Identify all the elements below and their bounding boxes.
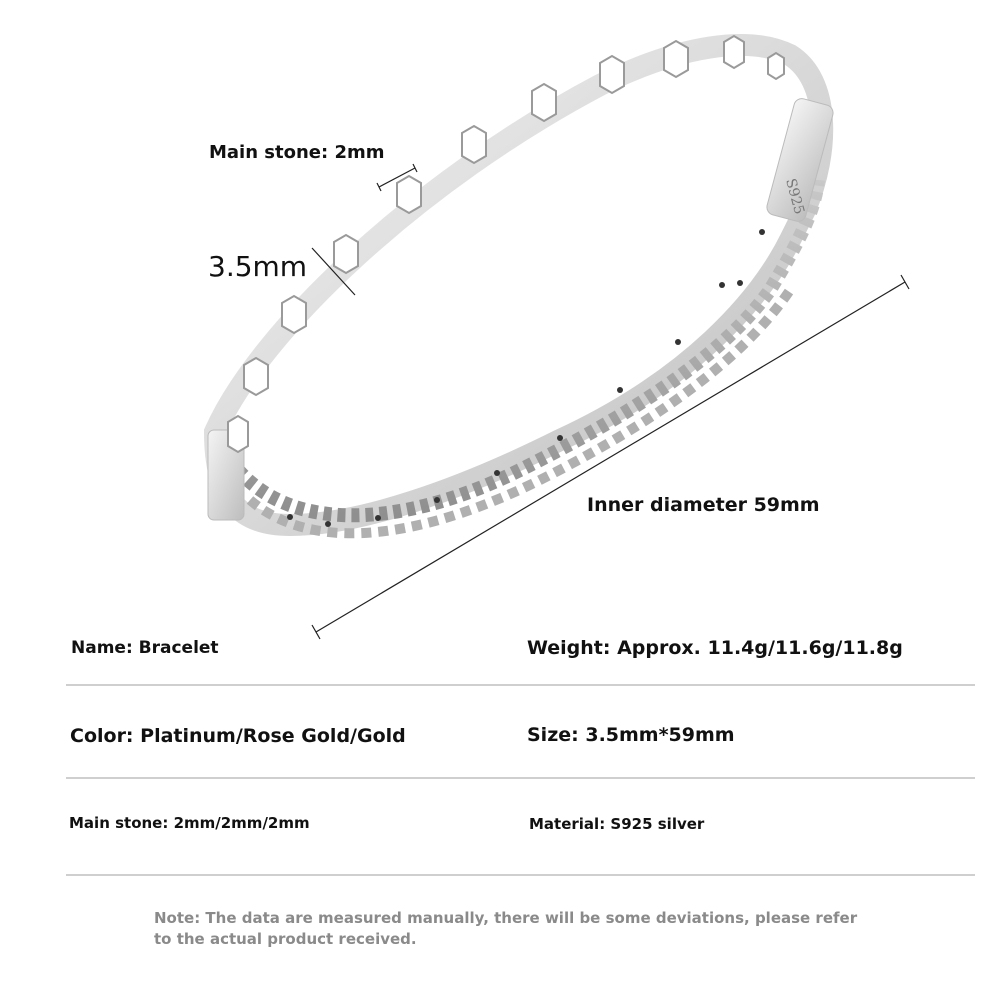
stone bbox=[724, 36, 744, 68]
spec-color: Color: Platinum/Rose Gold/Gold bbox=[70, 725, 406, 747]
stone bbox=[462, 126, 486, 163]
diameter-dimension-line bbox=[316, 282, 905, 632]
bracelet-band bbox=[208, 45, 835, 533]
spec-main-stone: Main stone: 2mm/2mm/2mm bbox=[69, 814, 310, 832]
stone bbox=[768, 53, 784, 79]
stone bbox=[228, 416, 248, 452]
bracelet-stones bbox=[228, 36, 784, 452]
main-stone-callout: Main stone: 2mm bbox=[209, 142, 385, 163]
engraving-text: S925 bbox=[782, 176, 807, 217]
spec-material: Material: S925 silver bbox=[529, 815, 705, 833]
spec-size: Size: 3.5mm*59mm bbox=[527, 724, 735, 746]
stone bbox=[282, 296, 306, 333]
stone bbox=[664, 41, 688, 77]
inner-diameter-callout: Inner diameter 59mm bbox=[587, 494, 820, 516]
divider bbox=[66, 684, 975, 686]
stone bbox=[600, 56, 624, 93]
stone bbox=[532, 84, 556, 121]
measurement-note: Note: The data are measured manually, there will be some deviations, please refer to the actual product received. bbox=[154, 909, 858, 948]
width-callout: 3.5mm bbox=[208, 250, 308, 283]
spec-name: Name: Bracelet bbox=[71, 638, 219, 658]
spec-weight: Weight: Approx. 11.4g/11.6g/11.8g bbox=[527, 637, 903, 659]
stone bbox=[397, 176, 421, 213]
divider bbox=[66, 777, 975, 779]
stone bbox=[334, 235, 358, 273]
divider bbox=[66, 874, 975, 876]
stone bbox=[244, 358, 268, 395]
